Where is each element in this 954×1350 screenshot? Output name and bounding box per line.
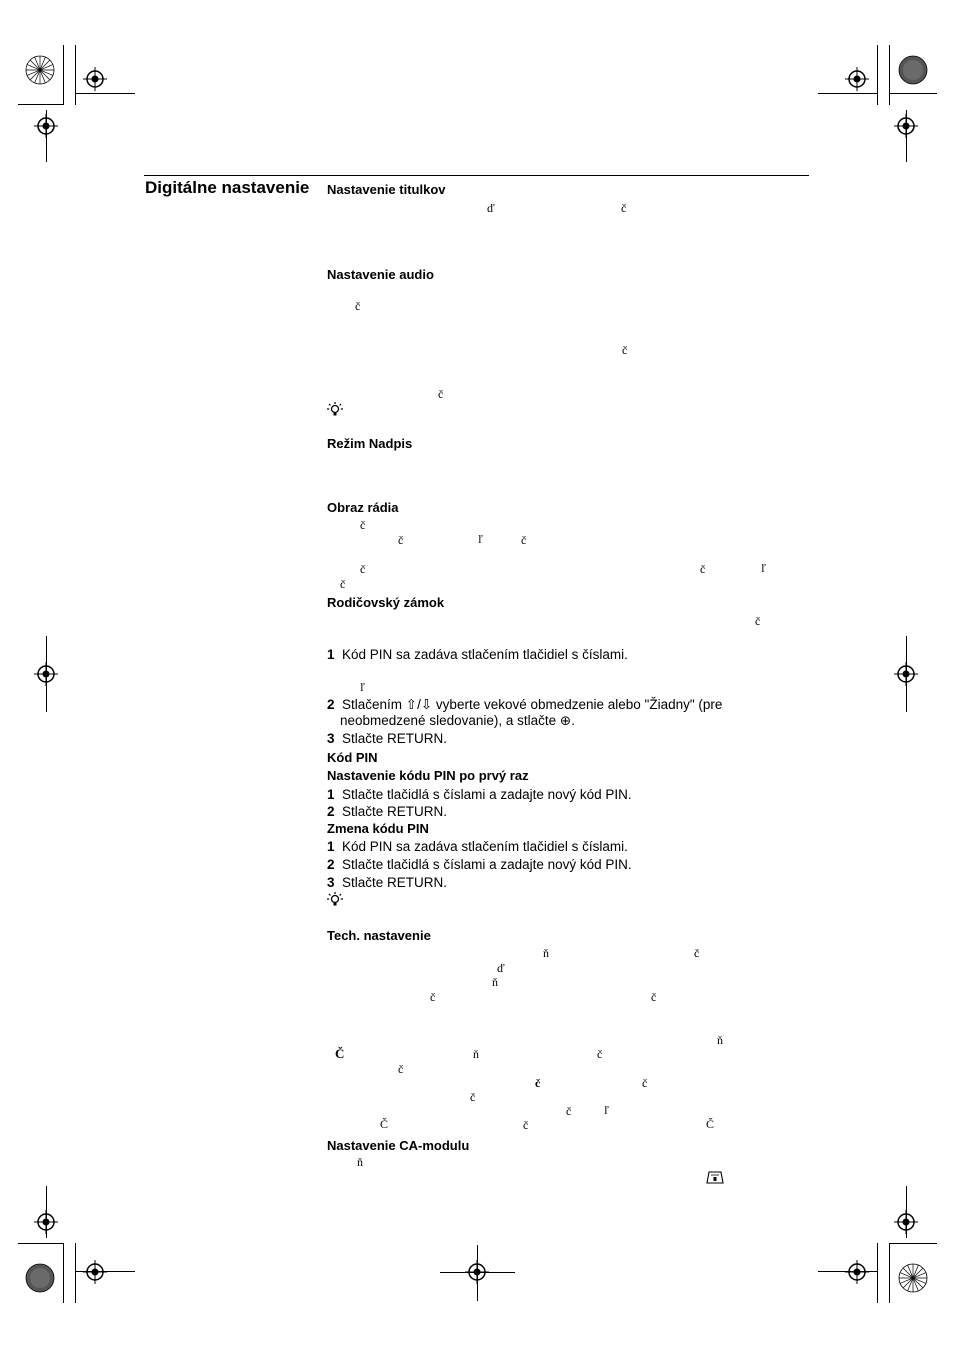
crop-mark [818,93,878,94]
crop-mark [18,1243,64,1244]
glyph: Č [380,1117,389,1131]
glyph: č [755,614,761,628]
section-title: Digitálne nastavenie [145,178,310,197]
crop-mark [877,45,878,105]
header-rule [144,175,809,176]
lightbulb-icon [327,892,343,908]
glyph: č [621,201,627,215]
list-item: 1 Kód PIN sa zadáva stlačením tlačidiel s číslami. [327,839,628,854]
glyph: č [521,533,527,547]
glyph: č [622,343,628,357]
heading-audio: Nastavenie audio [327,267,434,282]
crop-mark [63,45,64,105]
list-item: 3 Stlačte RETURN. [327,875,448,890]
glyph: č [438,387,444,401]
registration-target-icon [34,1210,58,1234]
glyph: č [523,1118,529,1132]
heading-caption-mode: Režim Nadpis [327,436,413,451]
page-tab-icon [706,1170,724,1184]
registration-target-icon [83,67,107,91]
glyph: č [597,1047,603,1061]
lightbulb-icon [327,402,343,418]
crop-mark [889,93,937,94]
glyph: č [398,1062,404,1076]
crop-mark [75,93,135,94]
glyph: č [360,562,366,576]
glyph: Č [706,1117,715,1131]
registration-target-icon [34,114,58,138]
registration-target-icon [83,1260,107,1284]
glyph: č [355,299,361,313]
glyph: č [470,1090,476,1104]
heading-parental-lock: Rodičovský zámok [327,595,445,610]
glyph: č [566,1104,572,1118]
heading-radio-picture: Obraz rádia [327,500,399,515]
glyph: ň [492,975,498,989]
starburst-icon [25,55,55,85]
registration-target-icon [894,114,918,138]
registration-target-icon [845,67,869,91]
glyph: ľ [604,1103,609,1117]
heading-subtitles: Nastavenie titulkov [327,182,446,197]
crop-mark [75,1243,76,1303]
crop-mark [63,1243,64,1303]
registration-target-icon [894,1210,918,1234]
list-item: 3 Stlačte RETURN. [327,731,448,746]
registration-target-icon [34,662,58,686]
crop-mark [889,1243,890,1303]
glyph: č [360,518,366,532]
registration-target-icon [465,1260,489,1284]
list-item: 1 Kód PIN sa zadáva stlačením tlačidiel s číslami. [327,647,628,662]
glyph: ň [473,1047,479,1061]
heading-ca-module: Nastavenie CA-modulu [327,1138,470,1153]
glyph: ď [487,201,495,215]
glyph: ň [717,1033,723,1047]
list-item-continued: neobmedzené sledovanie), a stlačte ⊕. [340,713,575,728]
glyph: ď [497,961,505,975]
glyph: č [642,1076,648,1090]
glyph: č [340,577,346,591]
heading-pin-change: Zmena kódu PIN [327,821,429,836]
list-item: 2 Stlačte RETURN. [327,804,448,819]
glyph: ľ [360,680,365,694]
list-item: 2 Stlačením ⇧/⇩ vyberte vekové obmedzenie alebo "Žiadny" (pre [327,697,723,712]
glyph: ň [357,1155,363,1169]
glyph: Č [335,1046,345,1061]
glyph: č [430,990,436,1004]
gray-dot-icon [898,55,928,85]
heading-tech-setup: Tech. nastavenie [327,928,431,943]
list-item: 2 Stlačte tlačidlá s číslami a zadajte nový kód PIN. [327,857,632,872]
glyph: č [535,1076,541,1090]
starburst-icon [898,1263,928,1293]
glyph: ľ [761,561,766,575]
glyph: ľ [478,532,483,546]
glyph: č [694,946,700,960]
glyph: č [651,990,657,1004]
list-item: 1 Stlačte tlačidlá s číslami a zadajte nový kód PIN. [327,787,632,802]
glyph: č [700,562,706,576]
glyph: ň [543,946,549,960]
crop-mark [877,1243,878,1303]
glyph: č [398,533,404,547]
registration-target-icon [894,662,918,686]
crop-mark [889,1243,937,1244]
heading-pin-first: Nastavenie kódu PIN po prvý raz [327,768,529,783]
heading-pin-code: Kód PIN [327,750,378,765]
crop-mark [889,45,890,105]
crop-mark [18,104,64,105]
registration-target-icon [845,1260,869,1284]
gray-dot-icon [25,1263,55,1293]
crop-mark [75,45,76,105]
